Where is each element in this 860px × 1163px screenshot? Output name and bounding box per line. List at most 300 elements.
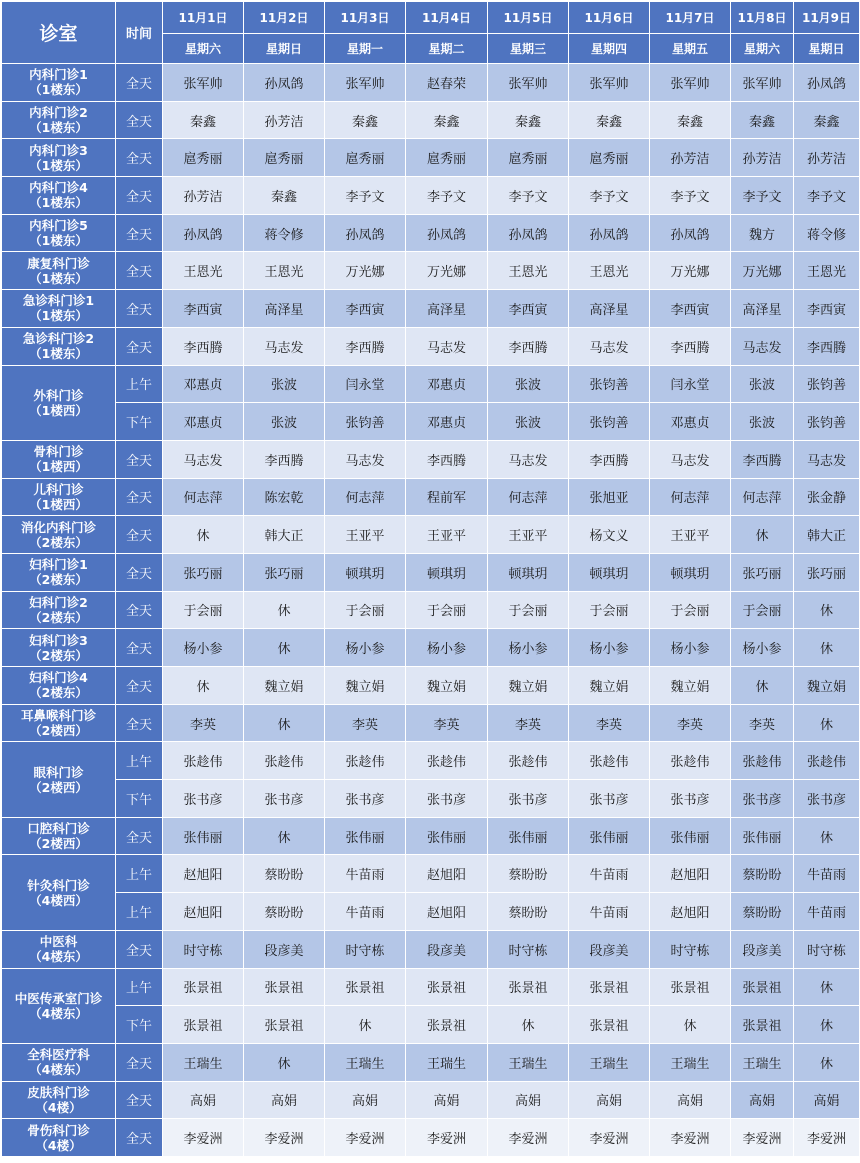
clinic-room-location: （1楼东） (29, 346, 88, 362)
doctor-cell: 蔡盼盼 (488, 893, 569, 931)
doctor-cell: 王瑞生 (569, 1043, 650, 1081)
doctor-cell: 马志发 (244, 327, 325, 365)
doctor-cell: 李爱洲 (488, 1119, 569, 1157)
clinic-room-name: 急诊科门诊2 (22, 331, 95, 347)
clinic-room-location: （2楼东） (29, 609, 88, 625)
doctor-cell: 张景祖 (325, 968, 406, 1006)
doctor-cell: 孙芳洁 (163, 177, 244, 215)
doctor-cell: 杨小参 (731, 629, 794, 667)
session-time-cell: 全天 (116, 1119, 163, 1157)
clinic-room-location: （1楼西） (29, 496, 88, 512)
doctor-cell: 张景祖 (163, 968, 244, 1006)
doctor-cell: 张景祖 (569, 968, 650, 1006)
session-time-cell: 上午 (116, 365, 163, 403)
doctor-cell: 张趁伟 (488, 742, 569, 780)
doctor-cell: 孙芳洁 (244, 101, 325, 139)
doctor-cell: 赵旭阳 (406, 893, 488, 931)
date-header: 11月5日 (488, 2, 569, 34)
doctor-cell: 牛苗雨 (794, 855, 860, 893)
doctor-cell: 段彦美 (569, 930, 650, 968)
date-header: 11月1日 (163, 2, 244, 34)
doctor-cell: 马志发 (488, 440, 569, 478)
schedule-row (2, 327, 860, 365)
schedule-row (2, 214, 860, 252)
doctor-cell: 张景祖 (244, 1006, 325, 1044)
doctor-cell: 孙凤鸽 (569, 214, 650, 252)
doctor-cell: 赵旭阳 (650, 893, 731, 931)
clinic-room-name: 消化内科门诊 (20, 519, 96, 535)
clinic-room-cell (2, 1081, 116, 1119)
doctor-cell: 时守栋 (325, 930, 406, 968)
clinic-room-location: （1楼东） (29, 270, 88, 286)
clinic-room-name: 内科门诊3 (29, 142, 88, 158)
session-time-cell: 全天 (116, 1043, 163, 1081)
schedule-row (2, 478, 860, 516)
doctor-cell: 张巧丽 (163, 553, 244, 591)
doctor-cell: 牛苗雨 (794, 893, 860, 931)
clinic-room-location: （2楼东） (29, 685, 88, 701)
doctor-cell: 孙凤鸽 (794, 64, 860, 102)
clinic-room-cell (2, 365, 116, 440)
doctor-cell: 王亚平 (325, 516, 406, 554)
doctor-cell: 赵旭阳 (650, 855, 731, 893)
doctor-cell: 于会丽 (650, 591, 731, 629)
doctor-cell: 张趁伟 (244, 742, 325, 780)
doctor-cell: 张波 (731, 365, 794, 403)
doctor-cell: 高娟 (163, 1081, 244, 1119)
date-header: 11月6日 (569, 2, 650, 34)
session-time-cell: 下午 (116, 1006, 163, 1044)
doctor-cell: 韩大正 (244, 516, 325, 554)
doctor-cell: 扈秀丽 (163, 139, 244, 177)
doctor-cell: 张军帅 (569, 64, 650, 102)
doctor-cell: 秦鑫 (325, 101, 406, 139)
clinic-room-name: 急诊科门诊1 (22, 293, 95, 309)
doctor-cell: 顿琪玥 (569, 553, 650, 591)
doctor-cell: 休 (244, 629, 325, 667)
schedule-row (2, 817, 860, 855)
session-time-cell: 全天 (116, 101, 163, 139)
doctor-cell: 何志萍 (488, 478, 569, 516)
clinic-room-name: 内科门诊5 (29, 218, 88, 234)
doctor-cell: 张景祖 (731, 1006, 794, 1044)
session-time-cell: 全天 (116, 214, 163, 252)
clinic-room-location: （2楼东） (29, 647, 88, 663)
schedule-row (2, 742, 860, 780)
doctor-cell: 李英 (163, 704, 244, 742)
doctor-cell: 于会丽 (731, 591, 794, 629)
schedule-row (2, 440, 860, 478)
clinic-room-cell (2, 1043, 116, 1081)
doctor-cell: 高娟 (569, 1081, 650, 1119)
weekday-header: 星期五 (650, 34, 731, 64)
doctor-cell: 高娟 (244, 1081, 325, 1119)
schedule-row (2, 1006, 860, 1044)
doctor-cell: 杨小参 (406, 629, 488, 667)
doctor-cell: 张书彦 (569, 780, 650, 818)
doctor-cell: 高泽星 (406, 290, 488, 328)
session-time-cell: 全天 (116, 817, 163, 855)
clinic-room-name: 儿科门诊 (33, 481, 84, 497)
doctor-cell: 秦鑫 (794, 101, 860, 139)
doctor-cell: 马志发 (794, 440, 860, 478)
doctor-cell: 蔡盼盼 (731, 855, 794, 893)
doctor-cell: 张景祖 (650, 968, 731, 1006)
clinic-room-cell (2, 64, 116, 102)
session-time-cell: 全天 (116, 440, 163, 478)
doctor-cell: 张钧善 (569, 365, 650, 403)
clinic-room-cell (2, 516, 116, 554)
session-time-cell: 全天 (116, 553, 163, 591)
doctor-cell: 王瑞生 (325, 1043, 406, 1081)
doctor-cell: 王恩光 (488, 252, 569, 290)
schedule-row (2, 252, 860, 290)
clinic-room-cell (2, 252, 116, 290)
doctor-cell: 扈秀丽 (325, 139, 406, 177)
doctor-cell: 闫永堂 (650, 365, 731, 403)
clinic-room-location: （1楼西） (29, 402, 88, 418)
doctor-cell: 于会丽 (325, 591, 406, 629)
doctor-cell: 张书彦 (325, 780, 406, 818)
doctor-cell: 孙凤鸽 (650, 214, 731, 252)
clinic-room-cell (2, 478, 116, 516)
doctor-cell: 时守栋 (650, 930, 731, 968)
clinic-room-location: （2楼东） (29, 534, 88, 550)
doctor-cell: 休 (794, 817, 860, 855)
doctor-cell: 杨小参 (163, 629, 244, 667)
doctor-cell: 杨小参 (569, 629, 650, 667)
doctor-cell: 魏立娟 (488, 667, 569, 705)
doctor-cell: 秦鑫 (406, 101, 488, 139)
doctor-cell: 张波 (244, 403, 325, 441)
schedule-row (2, 1081, 860, 1119)
doctor-cell: 邓惠贞 (650, 403, 731, 441)
doctor-cell: 赵旭阳 (163, 855, 244, 893)
doctor-cell: 李爱洲 (650, 1119, 731, 1157)
schedule-row (2, 780, 860, 818)
doctor-cell: 休 (244, 817, 325, 855)
schedule-row (2, 855, 860, 893)
doctor-cell: 李西腾 (325, 327, 406, 365)
doctor-cell: 万光娜 (325, 252, 406, 290)
schedule-row (2, 667, 860, 705)
doctor-cell: 孙芳洁 (794, 139, 860, 177)
clinic-room-name: 康复科门诊 (27, 255, 90, 271)
doctor-cell: 时守栋 (163, 930, 244, 968)
doctor-cell: 孙凤鸽 (488, 214, 569, 252)
doctor-cell: 李西腾 (488, 327, 569, 365)
clinic-room-cell (2, 629, 116, 667)
doctor-cell: 魏方 (731, 214, 794, 252)
doctor-cell: 张景祖 (406, 1006, 488, 1044)
weekday-header: 星期三 (488, 34, 569, 64)
schedule-row (2, 591, 860, 629)
doctor-cell: 于会丽 (163, 591, 244, 629)
doctor-cell: 魏立娟 (794, 667, 860, 705)
clinic-room-location: （1楼东） (29, 195, 88, 211)
doctor-cell: 李西腾 (406, 440, 488, 478)
doctor-cell: 张景祖 (569, 1006, 650, 1044)
doctor-cell: 牛苗雨 (569, 893, 650, 931)
doctor-cell: 李西寅 (488, 290, 569, 328)
doctor-cell: 高娟 (325, 1081, 406, 1119)
schedule-row (2, 177, 860, 215)
clinic-room-location: （4楼） (35, 1099, 82, 1115)
weekday-header: 星期日 (794, 34, 860, 64)
session-time-cell: 上午 (116, 968, 163, 1006)
doctor-cell: 张趁伟 (794, 742, 860, 780)
clinic-room-name: 眼科门诊 (33, 764, 84, 780)
doctor-cell: 高娟 (650, 1081, 731, 1119)
doctor-cell: 王恩光 (163, 252, 244, 290)
doctor-cell: 何志萍 (650, 478, 731, 516)
doctor-cell: 秦鑫 (650, 101, 731, 139)
doctor-cell: 张钧善 (325, 403, 406, 441)
doctor-cell: 张巧丽 (794, 553, 860, 591)
doctor-cell: 高泽星 (569, 290, 650, 328)
session-time-cell: 下午 (116, 403, 163, 441)
doctor-cell: 张金静 (794, 478, 860, 516)
clinic-room-cell (2, 817, 116, 855)
doctor-cell: 高泽星 (244, 290, 325, 328)
doctor-cell: 段彦美 (244, 930, 325, 968)
session-time-cell: 全天 (116, 591, 163, 629)
clinic-room-name: 全科医疗科 (27, 1047, 90, 1063)
schedule-body (2, 64, 860, 1157)
doctor-cell: 李西腾 (569, 440, 650, 478)
doctor-cell: 张书彦 (406, 780, 488, 818)
doctor-cell: 牛苗雨 (569, 855, 650, 893)
clinic-room-name: 针灸科门诊 (27, 877, 90, 893)
schedule-row (2, 629, 860, 667)
doctor-cell: 张趁伟 (406, 742, 488, 780)
doctor-cell: 休 (794, 968, 860, 1006)
doctor-cell: 李予文 (488, 177, 569, 215)
doctor-cell: 李予文 (569, 177, 650, 215)
doctor-cell: 邓惠贞 (163, 403, 244, 441)
doctor-cell: 张波 (488, 365, 569, 403)
date-header: 11月4日 (406, 2, 488, 34)
date-header: 11月2日 (244, 2, 325, 34)
doctor-cell: 孙芳洁 (650, 139, 731, 177)
date-header: 11月9日 (794, 2, 860, 34)
doctor-cell: 邓惠贞 (406, 403, 488, 441)
doctor-cell: 张钧善 (569, 403, 650, 441)
doctor-cell: 王瑞生 (488, 1043, 569, 1081)
doctor-cell: 杨小参 (325, 629, 406, 667)
doctor-cell: 王瑞生 (650, 1043, 731, 1081)
doctor-cell: 李英 (325, 704, 406, 742)
doctor-cell: 休 (244, 704, 325, 742)
doctor-cell: 秦鑫 (163, 101, 244, 139)
doctor-cell: 扈秀丽 (406, 139, 488, 177)
date-header: 11月8日 (731, 2, 794, 34)
doctor-cell: 何志萍 (163, 478, 244, 516)
doctor-cell: 扈秀丽 (244, 139, 325, 177)
doctor-cell: 张巧丽 (731, 553, 794, 591)
doctor-cell: 马志发 (731, 327, 794, 365)
doctor-cell: 秦鑫 (569, 101, 650, 139)
clinic-room-cell (2, 1119, 116, 1157)
doctor-cell: 孙凤鸽 (244, 64, 325, 102)
session-time-cell: 上午 (116, 855, 163, 893)
session-time-cell: 全天 (116, 629, 163, 667)
doctor-cell: 孙芳洁 (731, 139, 794, 177)
doctor-cell: 张书彦 (794, 780, 860, 818)
clinic-room-cell (2, 930, 116, 968)
doctor-cell: 时守栋 (794, 930, 860, 968)
doctor-cell: 蒋令修 (794, 214, 860, 252)
doctor-cell: 张书彦 (731, 780, 794, 818)
doctor-cell: 李爱洲 (406, 1119, 488, 1157)
doctor-cell: 王亚平 (406, 516, 488, 554)
doctor-cell: 李西腾 (794, 327, 860, 365)
doctor-cell: 张书彦 (244, 780, 325, 818)
doctor-cell: 蔡盼盼 (244, 893, 325, 931)
doctor-cell: 邓惠贞 (406, 365, 488, 403)
doctor-cell: 于会丽 (406, 591, 488, 629)
doctor-cell: 李西腾 (163, 327, 244, 365)
doctor-cell: 休 (794, 591, 860, 629)
doctor-cell: 李爱洲 (569, 1119, 650, 1157)
clinic-room-cell (2, 855, 116, 930)
schedule-row (2, 64, 860, 102)
doctor-cell: 王恩光 (244, 252, 325, 290)
clinic-room-location: （2楼西） (29, 836, 88, 852)
clinic-room-name: 内科门诊2 (29, 105, 88, 121)
doctor-cell: 李予文 (650, 177, 731, 215)
session-time-cell: 全天 (116, 1081, 163, 1119)
clinic-room-name: 妇科门诊1 (29, 557, 88, 573)
doctor-cell: 张巧丽 (244, 553, 325, 591)
doctor-cell: 杨小参 (488, 629, 569, 667)
schedule-table (1, 1, 860, 1157)
doctor-cell: 张伟丽 (163, 817, 244, 855)
doctor-cell: 万光娜 (650, 252, 731, 290)
doctor-cell: 张景祖 (488, 968, 569, 1006)
clinic-room-location: （1楼东） (29, 157, 88, 173)
doctor-cell: 顿琪玥 (650, 553, 731, 591)
room-header: 诊室 (2, 2, 116, 64)
doctor-cell: 张军帅 (731, 64, 794, 102)
doctor-cell: 高娟 (406, 1081, 488, 1119)
doctor-cell: 李予文 (325, 177, 406, 215)
session-time-cell: 全天 (116, 139, 163, 177)
clinic-room-location: （2楼西） (29, 779, 88, 795)
clinic-room-cell (2, 139, 116, 177)
doctor-cell: 邓惠贞 (163, 365, 244, 403)
session-time-cell: 下午 (116, 780, 163, 818)
doctor-cell: 张趁伟 (569, 742, 650, 780)
schedule-row (2, 139, 860, 177)
schedule-row (2, 1043, 860, 1081)
doctor-cell: 孙凤鸽 (163, 214, 244, 252)
clinic-room-cell (2, 290, 116, 328)
doctor-cell: 蒋令修 (244, 214, 325, 252)
clinic-room-cell (2, 553, 116, 591)
doctor-cell: 张伟丽 (731, 817, 794, 855)
doctor-cell: 蔡盼盼 (731, 893, 794, 931)
header-date-row (2, 2, 860, 34)
doctor-cell: 于会丽 (488, 591, 569, 629)
clinic-room-name: 骨科门诊 (33, 444, 84, 460)
doctor-cell: 马志发 (406, 327, 488, 365)
weekday-header: 星期四 (569, 34, 650, 64)
doctor-cell: 李西寅 (325, 290, 406, 328)
session-time-cell: 全天 (116, 930, 163, 968)
doctor-cell: 休 (794, 1043, 860, 1081)
weekday-header: 星期六 (731, 34, 794, 64)
doctor-cell: 李西寅 (650, 290, 731, 328)
doctor-cell: 张景祖 (244, 968, 325, 1006)
doctor-cell: 休 (794, 629, 860, 667)
clinic-room-cell (2, 667, 116, 705)
doctor-cell: 王恩光 (794, 252, 860, 290)
clinic-room-location: （1楼东） (29, 308, 88, 324)
clinic-room-name: 内科门诊1 (29, 67, 88, 83)
clinic-room-location: （2楼西） (29, 723, 88, 739)
doctor-cell: 李爱洲 (325, 1119, 406, 1157)
weekday-header: 星期六 (163, 34, 244, 64)
doctor-cell: 张波 (244, 365, 325, 403)
doctor-cell: 李西寅 (163, 290, 244, 328)
doctor-cell: 顿琪玥 (488, 553, 569, 591)
doctor-cell: 赵旭阳 (406, 855, 488, 893)
doctor-cell: 魏立娟 (569, 667, 650, 705)
clinic-room-location: （1楼东） (29, 82, 88, 98)
doctor-cell: 张书彦 (488, 780, 569, 818)
weekday-header: 星期一 (325, 34, 406, 64)
doctor-cell: 张趁伟 (731, 742, 794, 780)
date-header: 11月3日 (325, 2, 406, 34)
doctor-cell: 李爱洲 (163, 1119, 244, 1157)
doctor-cell: 张伟丽 (569, 817, 650, 855)
doctor-cell: 高泽星 (731, 290, 794, 328)
doctor-cell: 休 (163, 516, 244, 554)
doctor-cell: 张景祖 (163, 1006, 244, 1044)
doctor-cell: 赵旭阳 (163, 893, 244, 931)
doctor-cell: 李予文 (406, 177, 488, 215)
session-time-cell: 全天 (116, 252, 163, 290)
session-time-cell: 全天 (116, 516, 163, 554)
doctor-cell: 万光娜 (731, 252, 794, 290)
doctor-cell: 闫永堂 (325, 365, 406, 403)
session-time-cell: 上午 (116, 742, 163, 780)
doctor-cell: 张书彦 (163, 780, 244, 818)
schedule-row (2, 365, 860, 403)
doctor-cell: 李西腾 (650, 327, 731, 365)
clinic-room-location: （4楼东） (29, 1062, 88, 1078)
schedule-row (2, 553, 860, 591)
doctor-cell: 李英 (731, 704, 794, 742)
clinic-room-name: 中医传承室门诊 (14, 990, 103, 1006)
clinic-room-cell (2, 177, 116, 215)
schedule-row (2, 290, 860, 328)
doctor-cell: 张伟丽 (325, 817, 406, 855)
schedule-row (2, 101, 860, 139)
clinic-room-cell (2, 101, 116, 139)
doctor-cell: 张伟丽 (406, 817, 488, 855)
doctor-cell: 李西腾 (244, 440, 325, 478)
clinic-room-name: 妇科门诊3 (29, 632, 88, 648)
doctor-cell: 张景祖 (731, 968, 794, 1006)
doctor-cell: 万光娜 (406, 252, 488, 290)
clinic-room-location: （4楼） (35, 1137, 82, 1153)
doctor-cell: 高娟 (731, 1081, 794, 1119)
doctor-cell: 马志发 (569, 327, 650, 365)
doctor-cell: 李予文 (794, 177, 860, 215)
doctor-cell: 扈秀丽 (488, 139, 569, 177)
